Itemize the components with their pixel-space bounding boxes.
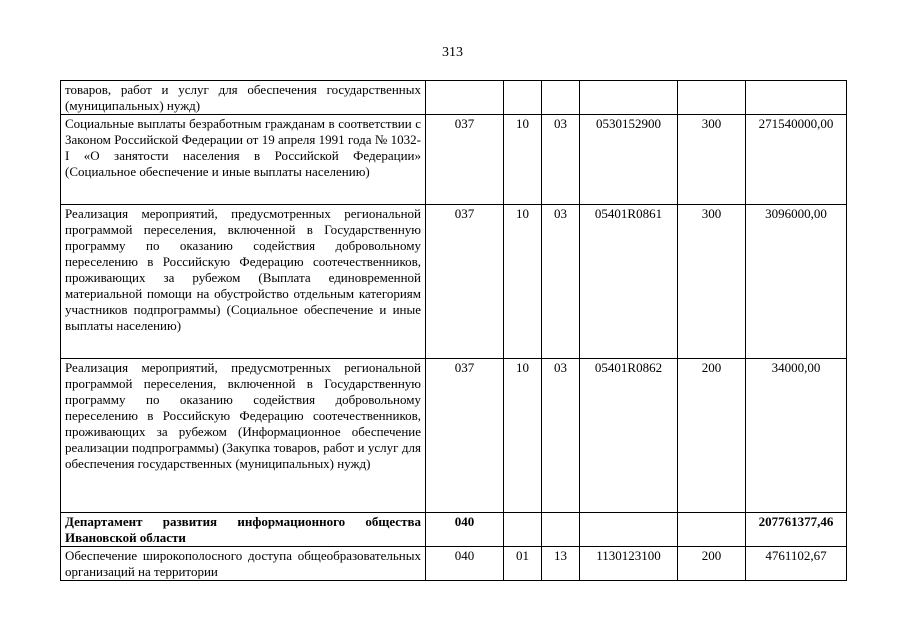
row-admin-code [426,81,504,115]
row-admin-code: 040 [426,547,504,581]
row-amount: 207761377,46 [746,513,847,547]
row-expense-type: 200 [678,359,746,513]
budget-table-body [61,81,847,581]
row-description: Обеспечение широкополосного доступа общеобразовательных организаций на территории [61,547,426,581]
row-target-article [580,81,678,115]
row-amount [746,81,847,115]
page-number: 313 [442,45,463,60]
row-section-code: 01 [504,547,542,581]
row-subsection-code: 03 [542,115,580,205]
row-target-article: 0530152900 [580,115,678,205]
row-subsection-code: 13 [542,547,580,581]
table-row [61,205,847,359]
row-target-article: 05401R0862 [580,359,678,513]
row-admin-code: 037 [426,205,504,359]
row-amount: 4761102,67 [746,547,847,581]
table-row [61,547,847,581]
table-row [61,115,847,205]
row-description: Департамент развития информационного общества Ивановской области [61,513,426,547]
row-amount: 3096000,00 [746,205,847,359]
row-subsection-code: 03 [542,205,580,359]
row-expense-type: 300 [678,115,746,205]
row-expense-type: 200 [678,547,746,581]
row-amount: 34000,00 [746,359,847,513]
row-amount: 271540000,00 [746,115,847,205]
row-expense-type [678,513,746,547]
row-expense-type [678,81,746,115]
row-section-code [504,513,542,547]
row-expense-type: 300 [678,205,746,359]
row-admin-code: 040 [426,513,504,547]
row-admin-code: 037 [426,359,504,513]
row-target-article: 05401R0861 [580,205,678,359]
table-row [61,359,847,513]
table-row [61,81,847,115]
budget-table [60,80,847,581]
row-section-code: 10 [504,115,542,205]
row-subsection-code: 03 [542,359,580,513]
row-description: Социальные выплаты безработным гражданам в соответствии с Законом Российской Федерации от 19 апреля 1991 года № 1032-I «О занятости населения в Российской Федерации» (Социальное обеспечение и иные выплаты населению) [61,115,426,205]
row-description: товаров, работ и услуг для обеспечения государственных (муниципальных) нужд) [61,81,426,115]
row-target-article [580,513,678,547]
row-section-code: 10 [504,205,542,359]
row-description: Реализация мероприятий, предусмотренных региональной программой переселения, включенной в Государственную программу по оказанию содействия добровольному переселению в Российскую Федерацию соотечественников, проживающих за рубежом (Информационное обеспечение реализации подпрограммы) (Закупка товаров, работ и услуг для обеспечения государственных (муниципальных) нужд) [61,359,426,513]
row-admin-code: 037 [426,115,504,205]
row-target-article: 1130123100 [580,547,678,581]
row-section-code: 10 [504,359,542,513]
row-subsection-code [542,81,580,115]
table-row [61,513,847,547]
row-subsection-code [542,513,580,547]
row-description: Реализация мероприятий, предусмотренных региональной программой переселения, включенной в Государственную программу по оказанию содействия добровольному переселению в Российскую Федерацию соотечественников, проживающих за рубежом (Выплата единовременной материальной помощи на обустройство отдельным категориям участников подпрограммы) (Социальное обеспечение и иные выплаты населению) [61,205,426,359]
row-section-code [504,81,542,115]
